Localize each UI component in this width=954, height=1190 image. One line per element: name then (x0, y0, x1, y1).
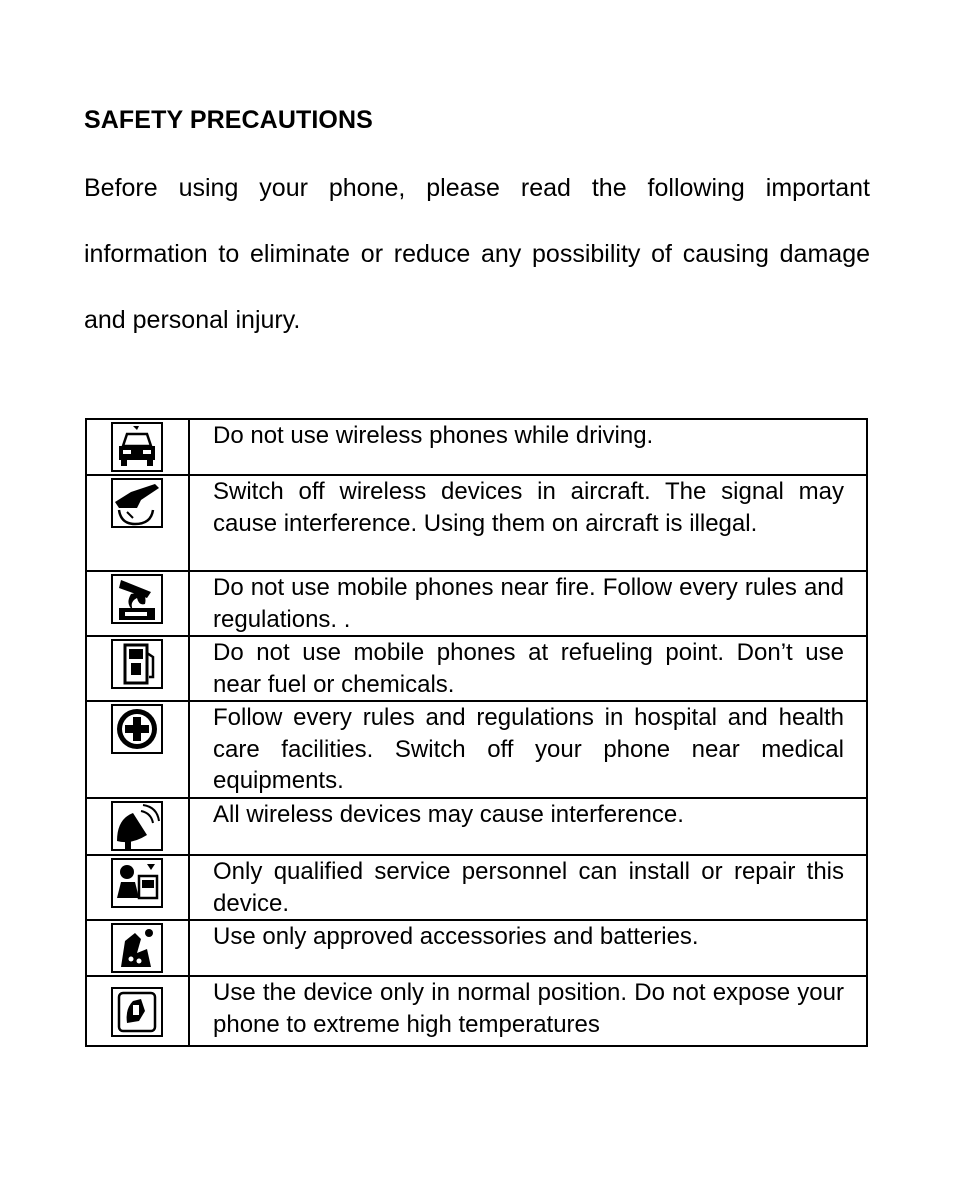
hand-phone-icon (111, 987, 163, 1037)
row-text: All wireless devices may cause interference. (189, 798, 867, 855)
fire-icon (111, 574, 163, 624)
service-technician-icon (111, 858, 163, 908)
icon-cell (86, 701, 189, 798)
table-row (86, 636, 867, 701)
row-text: Do not use mobile phones at refueling point. Don’t use near fuel or chemicals. (189, 636, 867, 701)
icon-cell (86, 571, 189, 636)
icon-cell (86, 636, 189, 701)
table-row (86, 475, 867, 571)
table-row (86, 701, 867, 798)
row-text: Follow every rules and regulations in hospital and health care facilities. Switch off your phone near medical equipments. (189, 701, 867, 798)
row-text: Switch off wireless devices in aircraft. The signal may cause interference. Using them on aircraft is illegal. (189, 475, 867, 571)
table-row (86, 419, 867, 475)
row-text: Do not use mobile phones near fire. Follow every rules and regulations. . (189, 571, 867, 636)
icon-cell (86, 920, 189, 976)
row-text: Do not use wireless phones while driving. (189, 419, 867, 475)
table-row (86, 920, 867, 976)
row-text: Use the device only in normal position. Do not expose your phone to extreme high temperatures (189, 976, 867, 1046)
row-text: Only qualified service personnel can install or repair this device. (189, 855, 867, 920)
icon-cell (86, 475, 189, 571)
icon-cell (86, 976, 189, 1046)
interference-icon (111, 801, 163, 851)
table-row (86, 855, 867, 920)
airplane-icon (111, 478, 163, 528)
icon-cell (86, 419, 189, 475)
table-row (86, 798, 867, 855)
medical-cross-icon (111, 704, 163, 754)
battery-accessory-icon (111, 923, 163, 973)
safety-table (85, 418, 868, 1047)
icon-cell (86, 855, 189, 920)
page-title: SAFETY PRECAUTIONS (84, 106, 373, 134)
table-row (86, 571, 867, 636)
fuel-pump-icon (111, 639, 163, 689)
icon-cell (86, 798, 189, 855)
table-row (86, 976, 867, 1046)
car-icon (111, 422, 163, 472)
intro-paragraph: Before using your phone, please read the following important information to eliminate or reduce any possibility of causing damage and personal injury. (84, 174, 870, 334)
row-text: Use only approved accessories and batteries. (189, 920, 867, 976)
